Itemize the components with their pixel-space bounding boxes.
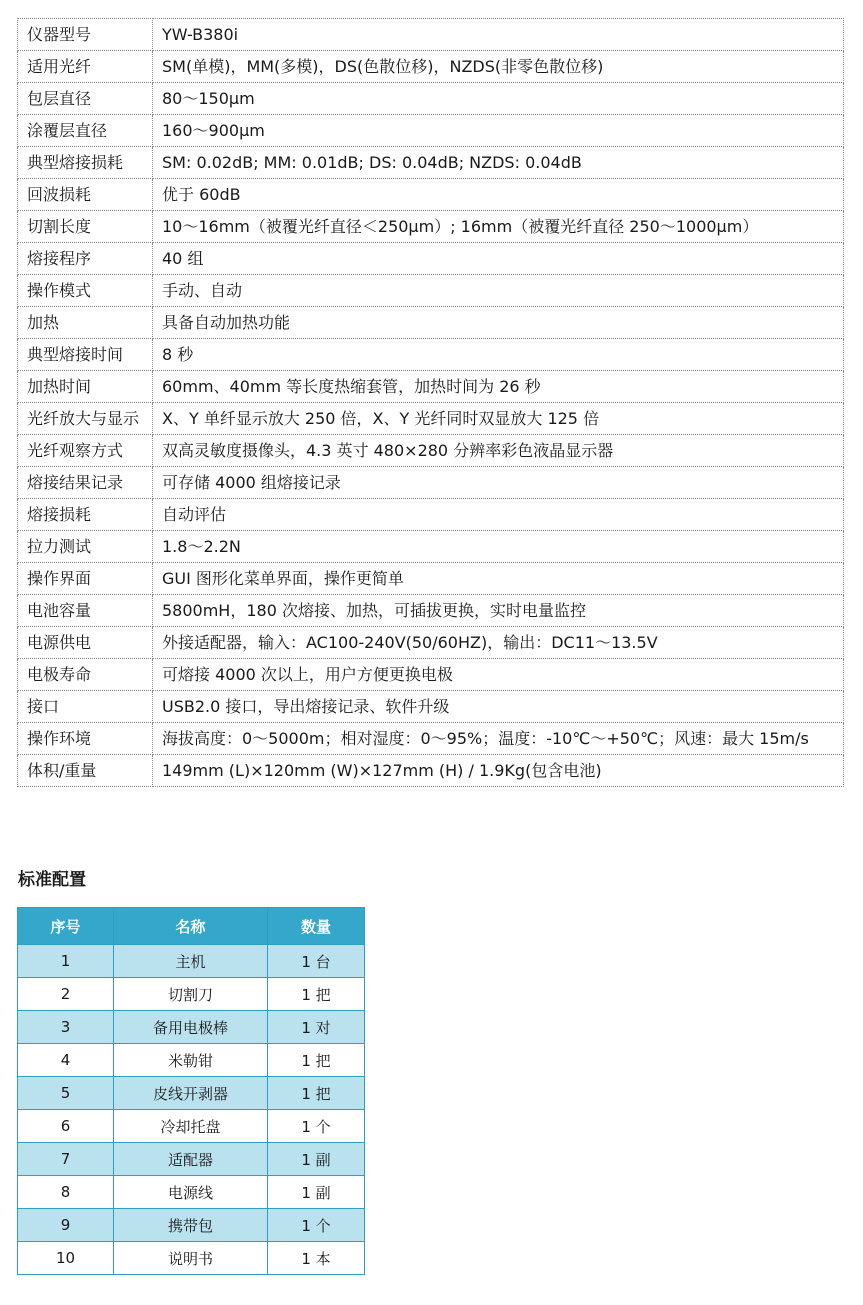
config-index: 7 (18, 1143, 114, 1176)
spec-label: 包层直径 (18, 83, 153, 115)
spec-row (18, 83, 844, 115)
spec-value: 1.8～2.2N (153, 531, 844, 563)
spec-label: 光纤放大与显示 (18, 403, 153, 435)
spec-label: 电极寿命 (18, 659, 153, 691)
config-quantity: 1 对 (268, 1011, 365, 1044)
config-name: 冷却托盘 (114, 1110, 268, 1143)
spec-value: YW-B380i (153, 19, 844, 51)
spec-label: 适用光纤 (18, 51, 153, 83)
spec-label: 操作模式 (18, 275, 153, 307)
spec-row (18, 339, 844, 371)
spec-row (18, 467, 844, 499)
spec-label: 光纤观察方式 (18, 435, 153, 467)
config-index: 9 (18, 1209, 114, 1242)
spec-label: 熔接程序 (18, 243, 153, 275)
config-row (18, 945, 365, 978)
spec-value: 10～16mm（被覆光纤直径＜250μm）; 16mm（被覆光纤直径 250～1000μm） (153, 211, 844, 243)
spec-label: 操作环境 (18, 723, 153, 755)
spec-row (18, 147, 844, 179)
spec-label: 接口 (18, 691, 153, 723)
config-name: 主机 (114, 945, 268, 978)
config-row (18, 1143, 365, 1176)
config-index: 5 (18, 1077, 114, 1110)
config-index: 1 (18, 945, 114, 978)
spec-label: 拉力测试 (18, 531, 153, 563)
spec-value: 149mm (L)×120mm (W)×127mm (H) / 1.9Kg(包含电池) (153, 755, 844, 787)
config-quantity: 1 个 (268, 1110, 365, 1143)
spec-label: 加热 (18, 307, 153, 339)
config-table-header (18, 908, 365, 945)
spec-label: 涂覆层直径 (18, 115, 153, 147)
section-title: 标准配置 (18, 870, 86, 890)
spec-row (18, 755, 844, 787)
spec-value: USB2.0 接口，导出熔接记录、软件升级 (153, 691, 844, 723)
spec-label: 仪器型号 (18, 19, 153, 51)
spec-label: 切割长度 (18, 211, 153, 243)
spec-row (18, 307, 844, 339)
spec-label: 典型熔接损耗 (18, 147, 153, 179)
spec-table-body (18, 19, 844, 787)
config-name: 皮线开剥器 (114, 1077, 268, 1110)
header-name: 名称 (114, 908, 268, 945)
spec-value: 双高灵敏度摄像头，4.3 英寸 480×280 分辨率彩色液晶显示器 (153, 435, 844, 467)
config-quantity: 1 副 (268, 1143, 365, 1176)
standard-config-table (17, 907, 365, 1275)
config-quantity: 1 把 (268, 1077, 365, 1110)
config-quantity: 1 副 (268, 1176, 365, 1209)
spec-value: 外接适配器，输入：AC100-240V(50/60HZ)，输出：DC11～13.5V (153, 627, 844, 659)
config-header-row (18, 908, 365, 945)
config-row (18, 1176, 365, 1209)
spec-value: 优于 60dB (153, 179, 844, 211)
header-quantity: 数量 (268, 908, 365, 945)
spec-row (18, 115, 844, 147)
config-table-body (18, 945, 365, 1275)
config-index: 6 (18, 1110, 114, 1143)
spec-value: 可熔接 4000 次以上，用户方便更换电极 (153, 659, 844, 691)
spec-row (18, 435, 844, 467)
spec-row (18, 19, 844, 51)
spec-row (18, 51, 844, 83)
config-name: 备用电极棒 (114, 1011, 268, 1044)
config-quantity: 1 本 (268, 1242, 365, 1275)
spec-row (18, 659, 844, 691)
spec-row (18, 403, 844, 435)
spec-value: 60mm、40mm 等长度热缩套管，加热时间为 26 秒 (153, 371, 844, 403)
spec-row (18, 691, 844, 723)
config-name: 说明书 (114, 1242, 268, 1275)
config-name: 电源线 (114, 1176, 268, 1209)
spec-value: 可存储 4000 组熔接记录 (153, 467, 844, 499)
config-row (18, 1011, 365, 1044)
spec-row (18, 723, 844, 755)
spec-row (18, 531, 844, 563)
config-quantity: 1 个 (268, 1209, 365, 1242)
config-index: 10 (18, 1242, 114, 1275)
spec-value: 40 组 (153, 243, 844, 275)
config-row (18, 1110, 365, 1143)
config-quantity: 1 把 (268, 1044, 365, 1077)
spec-label: 操作界面 (18, 563, 153, 595)
spec-value: 8 秒 (153, 339, 844, 371)
spec-value: SM(单模)，MM(多模)，DS(色散位移)，NZDS(非零色散位移) (153, 51, 844, 83)
config-quantity: 1 把 (268, 978, 365, 1011)
spec-value: 手动、自动 (153, 275, 844, 307)
spec-label: 熔接损耗 (18, 499, 153, 531)
config-row (18, 978, 365, 1011)
config-index: 3 (18, 1011, 114, 1044)
config-index: 4 (18, 1044, 114, 1077)
spec-row (18, 179, 844, 211)
spec-value: 自动评估 (153, 499, 844, 531)
spec-table (17, 18, 844, 787)
config-name: 切割刀 (114, 978, 268, 1011)
config-row (18, 1044, 365, 1077)
spec-label: 加热时间 (18, 371, 153, 403)
config-quantity: 1 台 (268, 945, 365, 978)
config-name: 适配器 (114, 1143, 268, 1176)
spec-value: 具备自动加热功能 (153, 307, 844, 339)
spec-row (18, 211, 844, 243)
spec-value: 160～900μm (153, 115, 844, 147)
spec-value: 5800mH，180 次熔接、加热，可插拔更换，实时电量监控 (153, 595, 844, 627)
config-index: 2 (18, 978, 114, 1011)
spec-row (18, 627, 844, 659)
spec-label: 电池容量 (18, 595, 153, 627)
config-row (18, 1077, 365, 1110)
spec-label: 熔接结果记录 (18, 467, 153, 499)
spec-value: 海拔高度：0～5000m；相对湿度：0～95%；温度：-10℃～+50℃；风速：最大 15m/s (153, 723, 844, 755)
config-name: 携带包 (114, 1209, 268, 1242)
spec-row (18, 499, 844, 531)
spec-row (18, 275, 844, 307)
spec-value: 80～150μm (153, 83, 844, 115)
spec-label: 典型熔接时间 (18, 339, 153, 371)
header-index: 序号 (18, 908, 114, 945)
spec-value: SM: 0.02dB; MM: 0.01dB; DS: 0.04dB; NZDS: 0.04dB (153, 147, 844, 179)
spec-row (18, 243, 844, 275)
spec-row (18, 371, 844, 403)
spec-value: X、Y 单纤显示放大 250 倍，X、Y 光纤同时双显放大 125 倍 (153, 403, 844, 435)
config-row (18, 1242, 365, 1275)
spec-label: 电源供电 (18, 627, 153, 659)
spec-row (18, 595, 844, 627)
spec-row (18, 563, 844, 595)
spec-value: GUI 图形化菜单界面，操作更简单 (153, 563, 844, 595)
config-index: 8 (18, 1176, 114, 1209)
spec-label: 回波损耗 (18, 179, 153, 211)
config-name: 米勒钳 (114, 1044, 268, 1077)
spec-label: 体积/重量 (18, 755, 153, 787)
config-row (18, 1209, 365, 1242)
